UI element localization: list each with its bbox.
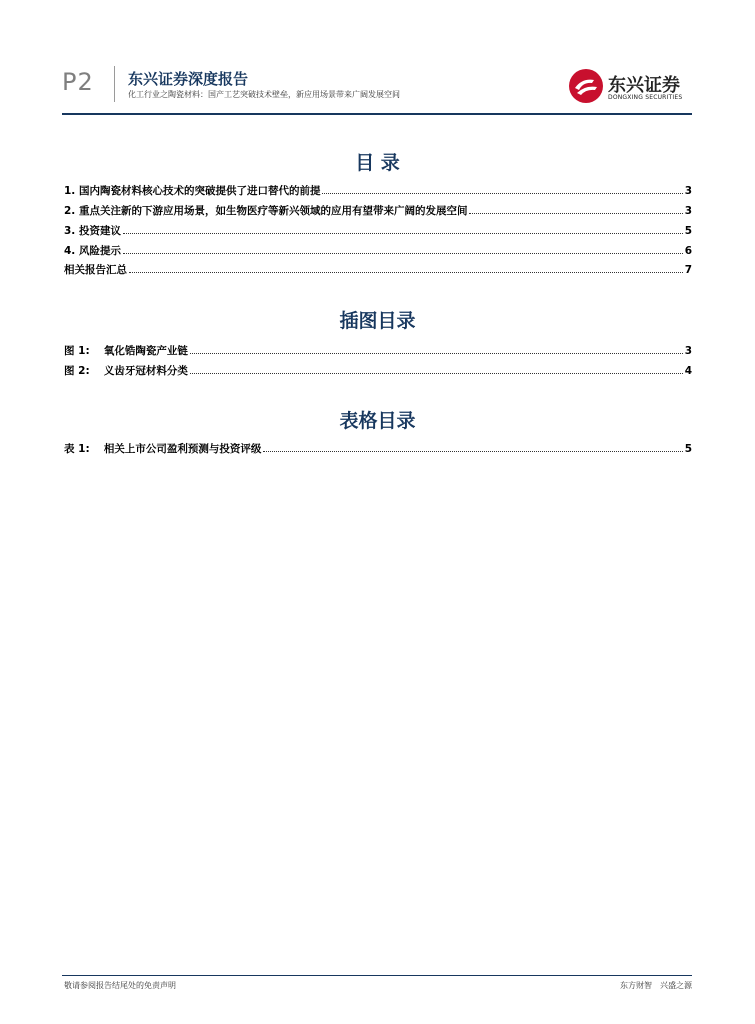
leader-dots bbox=[263, 442, 682, 452]
leader-dots bbox=[322, 184, 682, 194]
toc-entry[interactable] bbox=[64, 262, 692, 276]
figure-entry-page: 3 bbox=[684, 345, 692, 357]
toc-entry-page: 3 bbox=[684, 205, 692, 217]
header-divider bbox=[114, 66, 115, 102]
toc-entry-text: 1. 国内陶瓷材料核心技术的突破提供了进口替代的前提 bbox=[64, 185, 321, 197]
toc-entry-text: 2. 重点关注新的下游应用场景，如生物医疗等新兴领域的应用有望带来广阔的发展空间 bbox=[64, 205, 468, 217]
leader-dots bbox=[129, 263, 683, 273]
toc-entry-text: 3. 投资建议 bbox=[64, 225, 121, 237]
figure-entry-page: 4 bbox=[684, 365, 692, 377]
leader-dots bbox=[123, 224, 683, 234]
report-brand-title: 东兴证券深度报告 bbox=[128, 70, 249, 88]
page-header bbox=[62, 60, 692, 118]
company-logo bbox=[568, 68, 686, 104]
logo-chinese-name: 东兴证券 bbox=[608, 75, 680, 96]
tables-title: 表格目录 bbox=[339, 410, 416, 432]
logo-emblem-icon bbox=[568, 68, 604, 104]
toc-entry[interactable] bbox=[64, 183, 692, 197]
toc-entry-page: 5 bbox=[684, 225, 692, 237]
footer-rule bbox=[62, 975, 692, 976]
disclaimer-note: 敬请参阅报告结尾处的免责声明 bbox=[64, 981, 176, 990]
header-rule bbox=[62, 113, 692, 115]
report-subtitle: 化工行业之陶瓷材料：国产工艺突破技术壁垒，新应用场景带来广阔发展空间 bbox=[128, 90, 400, 99]
toc-entry-page: 7 bbox=[684, 264, 692, 276]
table-entry[interactable] bbox=[64, 441, 692, 455]
toc-title: 目 录 bbox=[355, 152, 400, 174]
toc-entry[interactable] bbox=[64, 243, 692, 257]
toc-entry-page: 3 bbox=[684, 185, 692, 197]
footer-slogan: 东方财智 兴盛之源 bbox=[620, 981, 692, 990]
table-entry-text: 表 1: 相关上市公司盈利预测与投资评级 bbox=[64, 443, 262, 455]
toc-entry[interactable] bbox=[64, 223, 692, 237]
leader-dots bbox=[123, 244, 683, 254]
toc-entry-page: 6 bbox=[684, 245, 692, 257]
leader-dots bbox=[190, 344, 683, 354]
figure-entry-text: 图 1: 氧化锆陶瓷产业链 bbox=[64, 345, 188, 357]
leader-dots bbox=[190, 364, 683, 374]
toc-entry[interactable] bbox=[64, 203, 692, 217]
logo-english-name: DONGXING SECURITIES bbox=[608, 94, 683, 101]
toc-entry-text: 4. 风险提示 bbox=[64, 245, 121, 257]
leader-dots bbox=[469, 204, 682, 214]
figure-entry[interactable] bbox=[64, 343, 692, 357]
table-entry-page: 5 bbox=[684, 443, 692, 455]
page-number: P2 bbox=[62, 68, 94, 96]
toc-entry-text: 相关报告汇总 bbox=[64, 264, 127, 276]
figure-entry-text: 图 2: 义齿牙冠材料分类 bbox=[64, 365, 188, 377]
figure-entry[interactable] bbox=[64, 363, 692, 377]
figures-title: 插图目录 bbox=[339, 310, 416, 332]
